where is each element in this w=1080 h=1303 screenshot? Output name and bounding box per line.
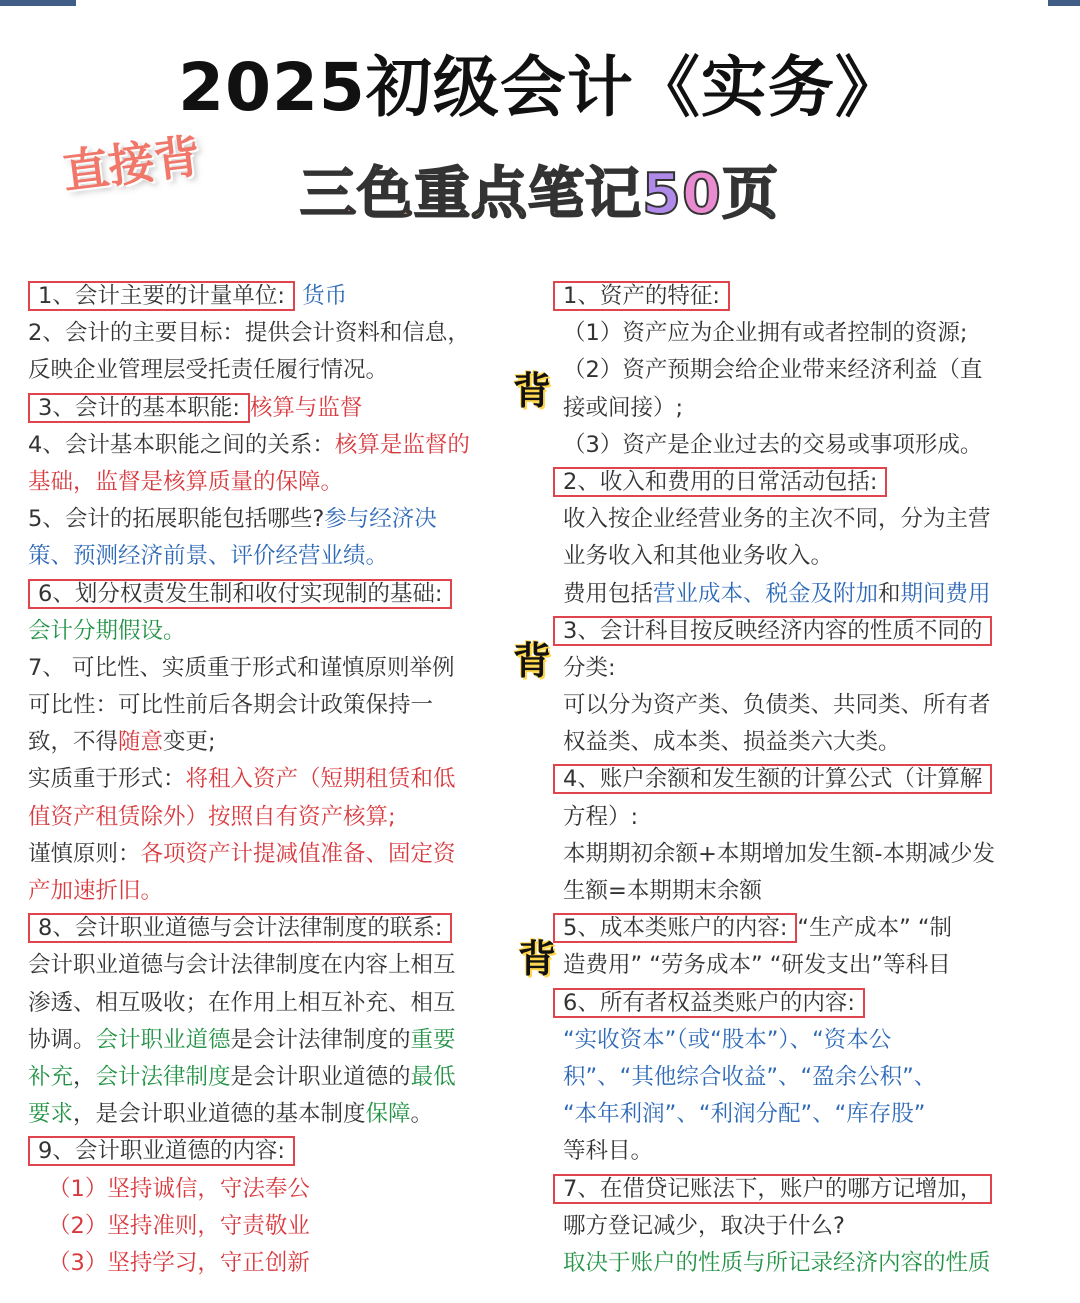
top-right-corner-mark (1048, 0, 1080, 6)
note-7-line (28, 724, 528, 761)
r-note-4-line: 方程）: (563, 803, 639, 830)
note-keyword: 要求 (28, 1101, 74, 1128)
r-note-5 (553, 910, 1053, 947)
note-4-line (28, 427, 528, 464)
note-answer: 核算与监督 (249, 394, 363, 421)
top-left-corner-mark (0, 0, 76, 6)
note-answer: 期间费用 (900, 580, 991, 607)
r-note-7-line: 取决于账户的性质与所记录经济内容的性质 (563, 1249, 991, 1276)
note-5-line: 策、预测经济前景、评价经营业绩。 (28, 543, 389, 570)
note-text: 。 (410, 1101, 434, 1128)
note-heading: 5、成本类账户的内容: (553, 913, 797, 943)
note-heading: 4、账户余额和发生额的计算公式（计算解 (553, 764, 992, 794)
r-note-1-line: （3）资产是企业过去的交易或事项形成。 (563, 431, 983, 458)
note-8-line (28, 1022, 528, 1059)
subtitle-char: 5 (642, 162, 682, 227)
right-column (553, 278, 1053, 1282)
note-heading: 3、会计的基本职能: (28, 393, 250, 423)
subtitle-char: 页 (721, 162, 779, 227)
note-text: ， (73, 1063, 96, 1090)
r-note-7-line: 哪方登记减少，取决于什么? (563, 1212, 845, 1239)
r-note-3-line: 可以分为资产类、负债类、共同类、所有者 (563, 692, 991, 719)
r-note-5-line: 造费用” “劳务成本” “研发支出”等科目 (563, 952, 951, 979)
note-text: 费用包括 (563, 580, 654, 607)
note-6 (28, 576, 528, 613)
note-text: 是会计法律制度的 (230, 1026, 411, 1053)
note-8-line: 会计职业道德与会计法律制度在内容上相互 (28, 952, 456, 979)
r-note-1 (553, 278, 1053, 315)
note-text: 实质重于形式： (28, 766, 186, 793)
subtitle-char: 点 (471, 162, 528, 227)
r-note-6 (553, 985, 1053, 1022)
note-9-point: （1）坚持诚信，守法奉公 (48, 1175, 310, 1202)
note-text: “生产成本” “制 (797, 915, 953, 942)
note-8-line (28, 1059, 528, 1096)
note-2-line: 反映企业管理层受托责任履行情况。 (28, 357, 389, 384)
note-answer: 各项资产计提减值准备、固定资 (140, 840, 456, 867)
note-heading: 6、所有者权益类账户的内容: (553, 988, 865, 1018)
r-note-3 (553, 613, 1053, 650)
note-2-line: 2、会计的主要目标：提供会计资料和信息， (28, 320, 470, 347)
note-keyword: 最低 (410, 1063, 456, 1090)
note-heading: 1、会计主要的计量单位: (28, 281, 295, 311)
page-title: 2025初级会计《实务》 (178, 49, 902, 126)
subtitle-char: 重 (414, 162, 471, 227)
note-8-line (28, 1096, 528, 1133)
note-9-point: （2）坚持准则，守责敬业 (48, 1212, 310, 1239)
note-text: ，是会计职业道德的基本制度 (73, 1101, 366, 1128)
note-keyword: 会计职业道德 (95, 1026, 231, 1053)
note-9-point: （3）坚持学习，守正创新 (48, 1249, 310, 1276)
note-7-line (28, 761, 528, 798)
note-heading: 3、会计科目按反映经济内容的性质不同的 (553, 616, 992, 646)
note-text: 5、会计的拓展职能包括哪些? (28, 506, 325, 533)
note-9 (28, 1133, 528, 1170)
note-8 (28, 910, 528, 947)
r-note-3-line: 权益类、成本类、损益类六大类。 (563, 729, 901, 756)
subtitle-char: 色 (357, 162, 414, 227)
note-heading: 2、收入和费用的日常活动包括: (553, 467, 887, 497)
note-heading: 9、会计职业道德的内容: (28, 1136, 295, 1166)
subtitle-char: 记 (585, 162, 642, 227)
note-7-line (28, 836, 528, 873)
memorize-marker: 背 (513, 369, 552, 413)
r-note-2-line: 业务收入和其他业务收入。 (563, 543, 834, 570)
note-answer: 货币 (302, 283, 348, 309)
note-text: 是会计职业道德的 (230, 1063, 411, 1090)
note-4-line: 基础，监督是核算质量的保障。 (28, 468, 344, 495)
note-answer: 营业成本、税金及附加 (653, 580, 879, 607)
note-text: 变更; (163, 729, 216, 756)
r-note-6-line: “实收资本”（或“股本”）、“资本公 (563, 1026, 892, 1053)
r-note-2 (553, 464, 1053, 501)
note-8-line: 渗透、相互吸收；在作用上相互补充、相互 (28, 989, 456, 1016)
note-text: 4、会计基本职能之间的关系： (28, 431, 335, 458)
note-answer: 核算是监督的 (334, 431, 470, 458)
note-keyword: 保障 (365, 1101, 411, 1128)
r-note-3-line: 分类: (563, 654, 616, 681)
subtitle (300, 150, 779, 230)
note-7-line: 可比性：可比性前后各期会计政策保持一 (28, 692, 434, 719)
subtitle-char: 三 (300, 162, 357, 227)
r-note-6-line: “本年利润”、“利润分配”、“库存股” (563, 1101, 926, 1128)
note-heading: 7、在借贷记账法下，账户的哪方记增加， (553, 1174, 992, 1204)
left-column (28, 278, 528, 1282)
r-note-1-line: （2）资产预期会给企业带来经济利益（直 (563, 357, 983, 384)
note-text: 谨慎原则： (28, 840, 141, 867)
r-note-1-line: 接或间接）; (563, 394, 684, 421)
note-5-line (28, 501, 528, 538)
r-note-6-line: 等科目。 (563, 1138, 654, 1165)
note-answer: 参与经济决 (324, 506, 437, 533)
note-7-line: 产加速折旧。 (28, 878, 164, 904)
r-note-7 (553, 1171, 1053, 1208)
note-text: 致，不得 (28, 729, 119, 756)
subtitle-char: 笔 (528, 162, 585, 227)
note-1 (28, 278, 528, 315)
note-answer: 随意 (118, 729, 164, 756)
r-note-4 (553, 761, 1053, 798)
note-heading: 1、资产的特征: (553, 281, 730, 311)
r-note-2-line (553, 576, 1053, 613)
note-heading: 8、会计职业道德与会计法律制度的联系: (28, 913, 452, 943)
note-3 (28, 390, 528, 427)
direct-memorize-stamp: 直接背 (59, 128, 204, 200)
subtitle-char: 0 (681, 162, 722, 227)
r-note-2-line: 收入按企业经营业务的主次不同，分为主营 (563, 506, 991, 533)
note-heading: 6、划分权责发生制和收付实现制的基础: (28, 579, 452, 609)
note-text: 协调。 (28, 1026, 96, 1053)
note-7-heading: 7、 可比性、实质重于形式和谨慎原则举例 (28, 654, 455, 681)
r-note-4-line: 生额=本期期末余额 (563, 878, 762, 904)
r-note-6-line: 积”、“其他综合收益”、“盈余公积”、 (563, 1063, 937, 1090)
note-7-line: 值资产租赁除外）按照自有资产核算; (28, 803, 396, 830)
note-keyword: 会计法律制度 (95, 1063, 231, 1090)
note-keyword: 重要 (410, 1026, 456, 1053)
memorize-marker: 背 (513, 639, 552, 683)
memorize-marker: 背 (518, 937, 557, 981)
note-answer: 将租入资产（短期租赁和低 (185, 766, 456, 793)
note-text: 和 (878, 580, 901, 607)
r-note-4-line: 本期期初余额+本期增加发生额-本期减少发 (563, 840, 995, 867)
note-6-answer: 会计分期假设。 (28, 617, 186, 644)
note-keyword: 补充 (28, 1063, 74, 1090)
r-note-1-line: （1）资产应为企业拥有或者控制的资源; (563, 320, 968, 347)
